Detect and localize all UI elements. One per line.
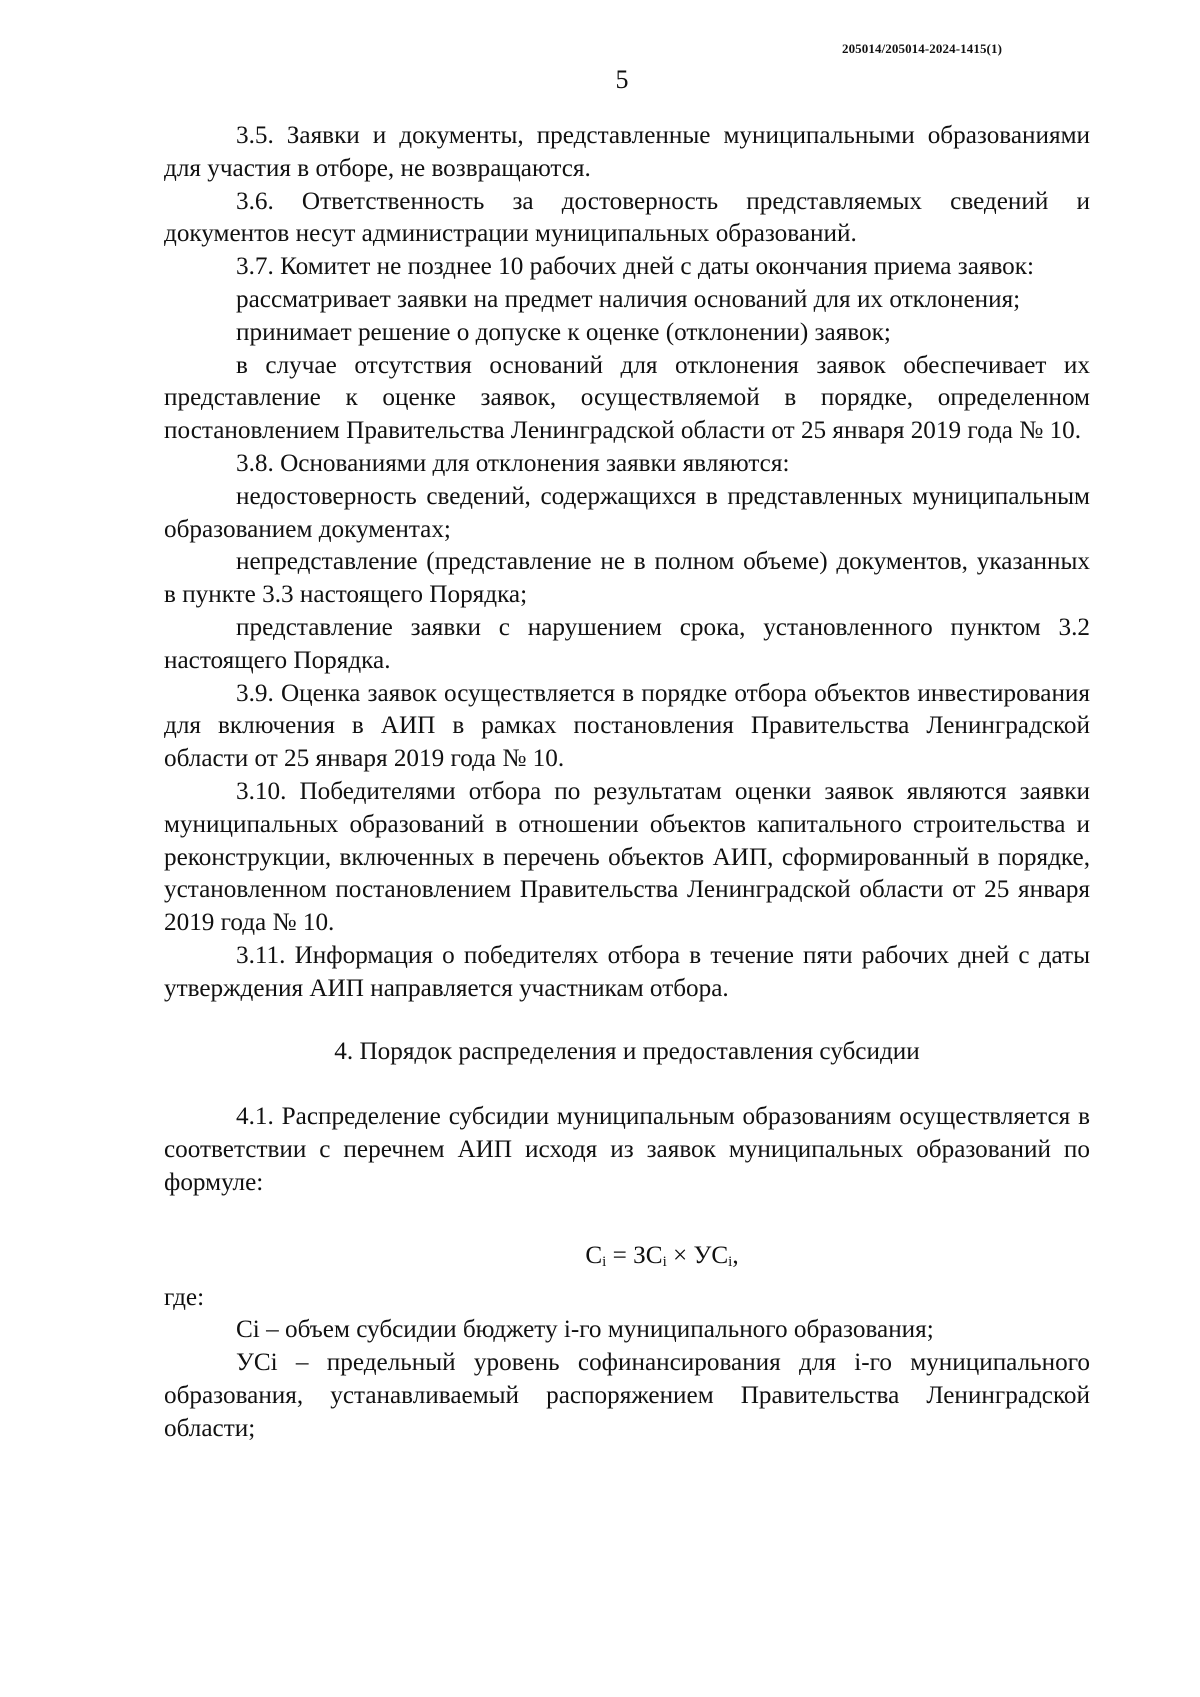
page-number: 5 xyxy=(615,65,629,94)
where-label: где: xyxy=(164,1283,205,1311)
paragraph-3-5: 3.5. Заявки и документы, представленные муниципальными образованиями для участия в отборе, не возвращаются. xyxy=(164,122,1090,182)
definition-ci: Ci – объем субсидии бюджету i-го муниципального образования; xyxy=(236,1316,934,1344)
paragraph-3-8-item-a: недостоверность сведений, содержащихся в представленных муниципальным образованием документах; xyxy=(164,482,1090,543)
paragraph-3-7-item-a: рассматривает заявки на предмет наличия оснований для их отклонения; xyxy=(236,285,1021,313)
definition-usci: УСi – предельный уровень софинансирования для i-го муниципального образования, устанавливаемый распоряжением Правительства Ленинградской области; xyxy=(164,1349,1090,1442)
paragraph-3-7: 3.7. Комитет не позднее 10 рабочих дней с даты окончания приема заявок: xyxy=(236,253,1035,281)
paragraph-3-7-item-b: принимает решение о допуске к оценке (отклонении) заявок; xyxy=(236,318,891,346)
formula-equals-term: = ЗС xyxy=(606,1241,663,1269)
formula-term2-index: i xyxy=(728,1253,733,1270)
formula-lhs-index: i xyxy=(602,1253,607,1270)
subsidy-formula xyxy=(164,1240,1090,1279)
section-4-heading: 4. Порядок распределения и предоставления субсидии xyxy=(334,1037,920,1065)
paragraph-3-8-item-b: непредставление (представление не в полном объеме) документов, указанных в пункте 3.3 настоящего Порядка; xyxy=(164,548,1090,609)
document-body xyxy=(164,120,1090,1445)
paragraph-3-10: 3.10. Победителями отбора по результатам оценки заявок являются заявки муниципальных образований в отношении объектов капитального строительства и реконструкции, включенных в перечень объектов АИП, сформированный в порядке, установленном постановлением Правительства Ленинградской области от 25 января 2019 года № 10. xyxy=(164,777,1090,937)
paragraph-4-1: 4.1. Распределение субсидии муниципальным образованиям осуществляется в соответствии с перечнем АИП исходя из заявок муниципальных образований по формуле: xyxy=(164,1103,1090,1196)
paragraph-3-8: 3.8. Основаниями для отклонения заявки являются: xyxy=(236,449,790,477)
paragraph-3-6: 3.6. Ответственность за достоверность представляемых сведений и документов несут администрации муниципальных образований. xyxy=(164,187,1090,248)
formula-tail: , xyxy=(732,1241,739,1269)
paragraph-3-7-item-c: в случае отсутствия оснований для отклонения заявок обеспечивает их представление к оценке заявок, осуществляемой в порядке, определенном постановлением Правительства Ленинградской области от 25 января 2019 года № 10. xyxy=(164,351,1090,445)
paragraph-3-9: 3.9. Оценка заявок осуществляется в порядке отбора объектов инвестирования для включения в АИП в рамках постановления Правительства Ленинградской области от 25 января 2019 года № 10. xyxy=(164,679,1090,773)
document-id: 205014/205014-2024-1415(1) xyxy=(841,41,1002,56)
formula-times-term: × УС xyxy=(666,1241,729,1269)
formula-term1-index: i xyxy=(662,1253,667,1270)
paragraph-3-8-item-c: представление заявки с нарушением срока, установленного пунктом 3.2 настоящего Порядка. xyxy=(164,613,1090,674)
formula-lhs: C xyxy=(585,1241,603,1269)
paragraph-3-11: 3.11. Информация о победителях отбора в течение пяти рабочих дней с даты утверждения АИП направляется участникам отбора. xyxy=(164,941,1090,1002)
